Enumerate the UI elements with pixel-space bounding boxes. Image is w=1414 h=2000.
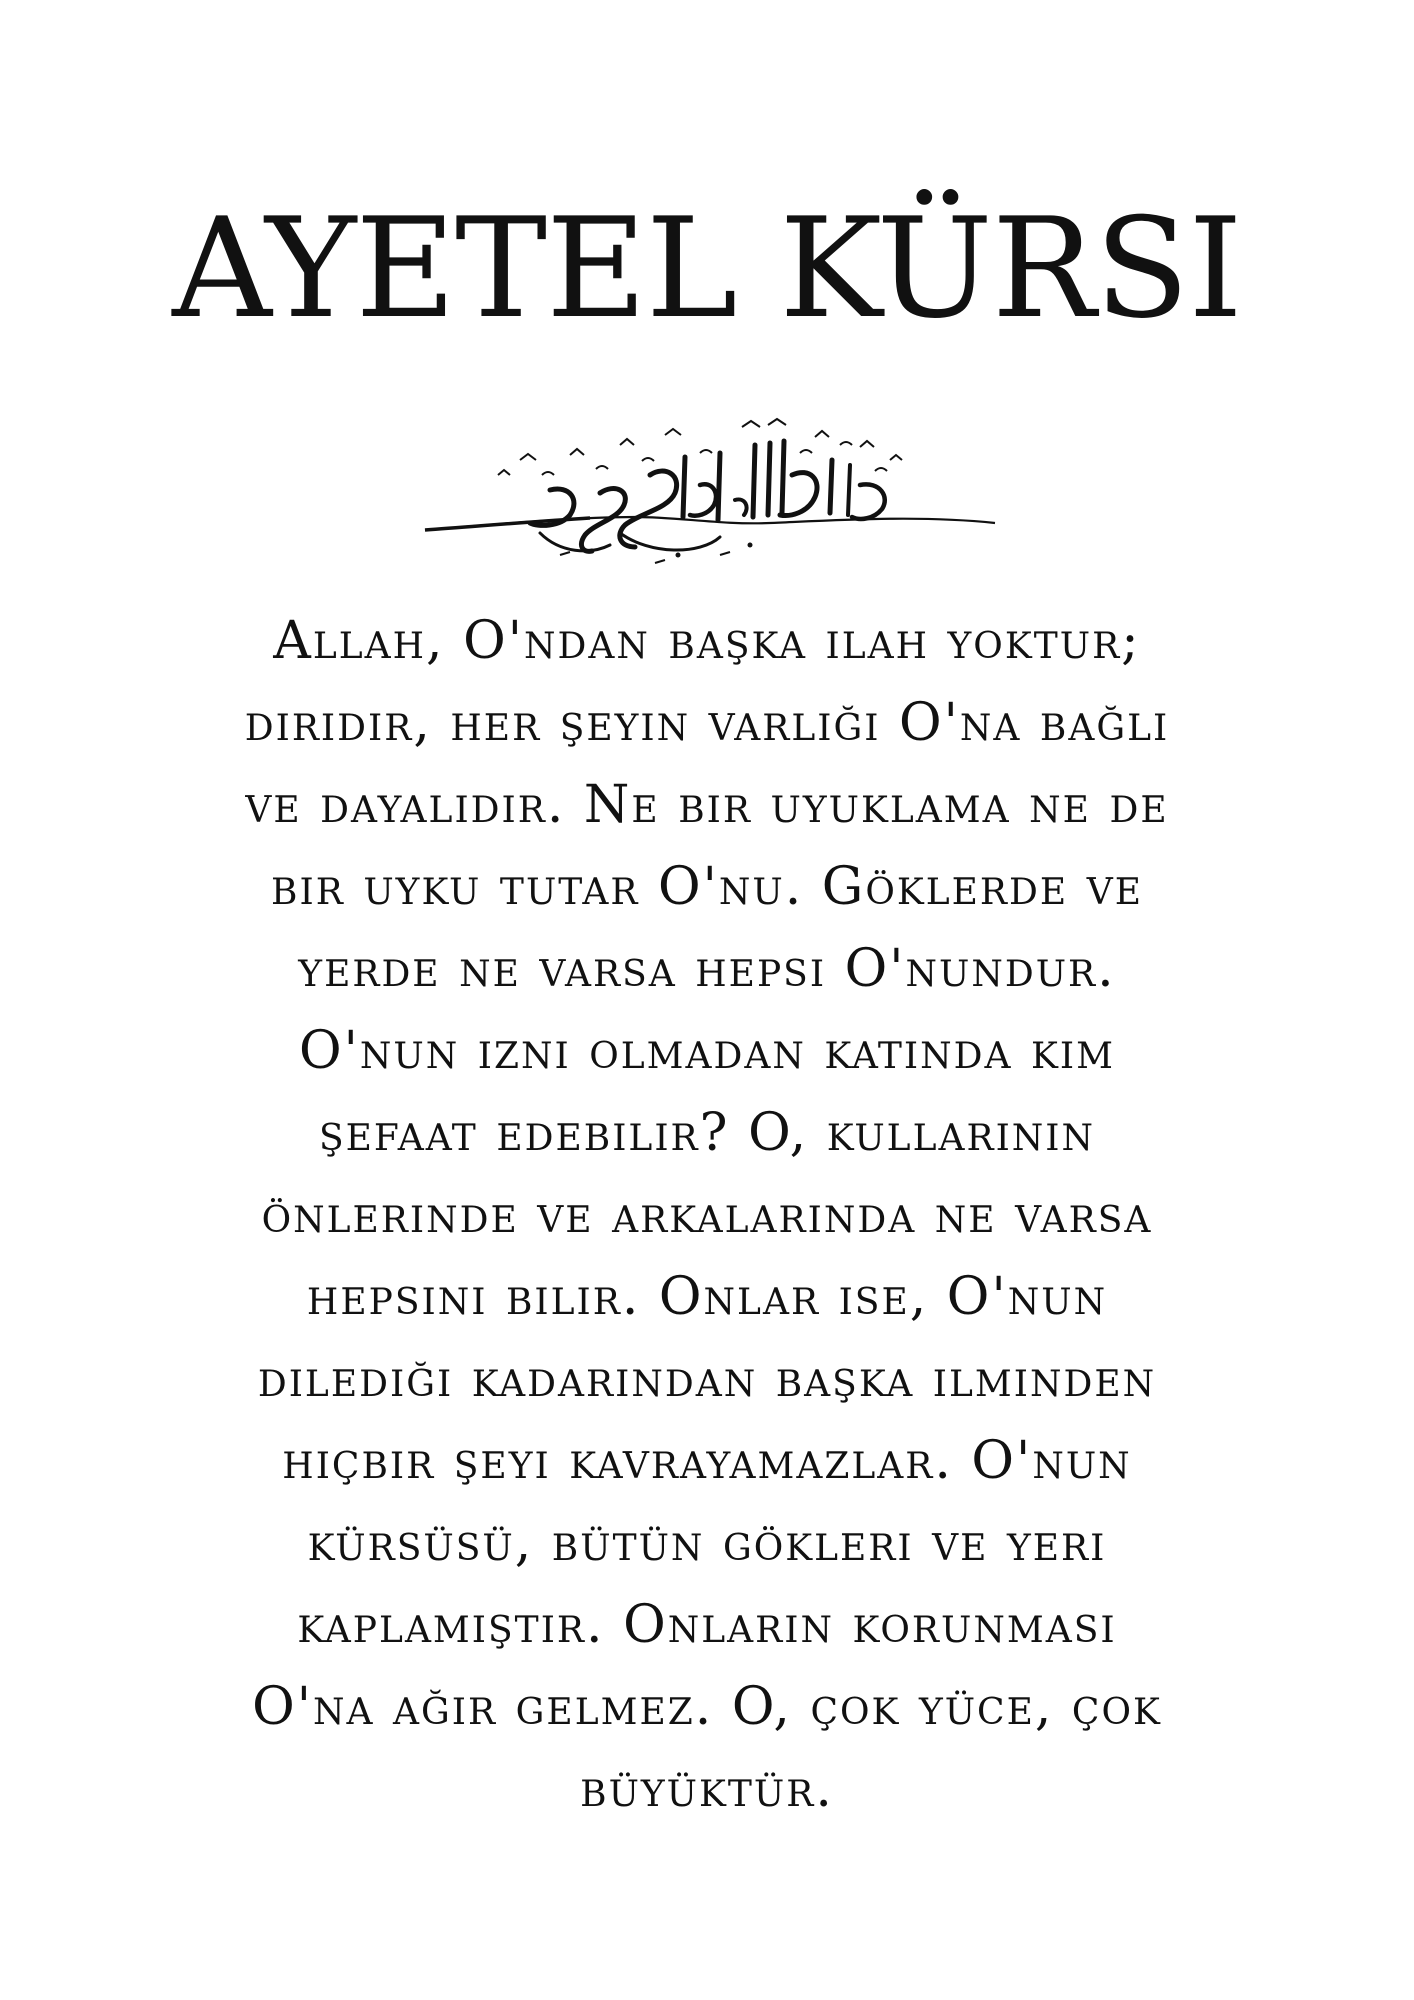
page-title: AYETEL KÜRSI bbox=[172, 188, 1242, 349]
verse-line: büyüktür. bbox=[580, 1759, 834, 1819]
verse-text bbox=[180, 600, 1234, 1830]
verse-line: kürsüsü, bütün gökleri ve yeri bbox=[307, 1513, 1107, 1573]
verse-line: kaplamıştır. Onların korunması bbox=[297, 1595, 1117, 1655]
verse-line: hepsini bilir. Onlar ise, O'nun bbox=[306, 1267, 1108, 1327]
verse-line: dilediği kadarından başka ilminden bbox=[257, 1349, 1157, 1409]
verse-line: bir uyku tutar O'nu. Göklerde ve bbox=[271, 857, 1143, 917]
verse-line: hiçbir şeyi kavrayamazlar. O'nun bbox=[282, 1431, 1132, 1491]
verse-line: şefaat edebilir? O, kullarının bbox=[318, 1103, 1096, 1163]
verse-line: O'nun izni olmadan katında kim bbox=[298, 1021, 1115, 1081]
verse-line: ve dayalıdır. Ne bir uyuklama ne de bbox=[245, 775, 1169, 835]
verse-line: önlerinde ve arkalarında ne varsa bbox=[261, 1185, 1153, 1245]
verse-line: Allah, O'ndan başka ilah yoktur; bbox=[273, 611, 1141, 671]
verse-line: yerde ne varsa hepsi O'nundur. bbox=[298, 939, 1116, 999]
verse-line: O'na ağır gelmez. O, çok yüce, çok bbox=[252, 1677, 1162, 1737]
bismillah-calligraphy-icon bbox=[420, 405, 1000, 575]
verse-line: diridir, her şeyin varlığı O'na bağlı bbox=[244, 693, 1170, 753]
